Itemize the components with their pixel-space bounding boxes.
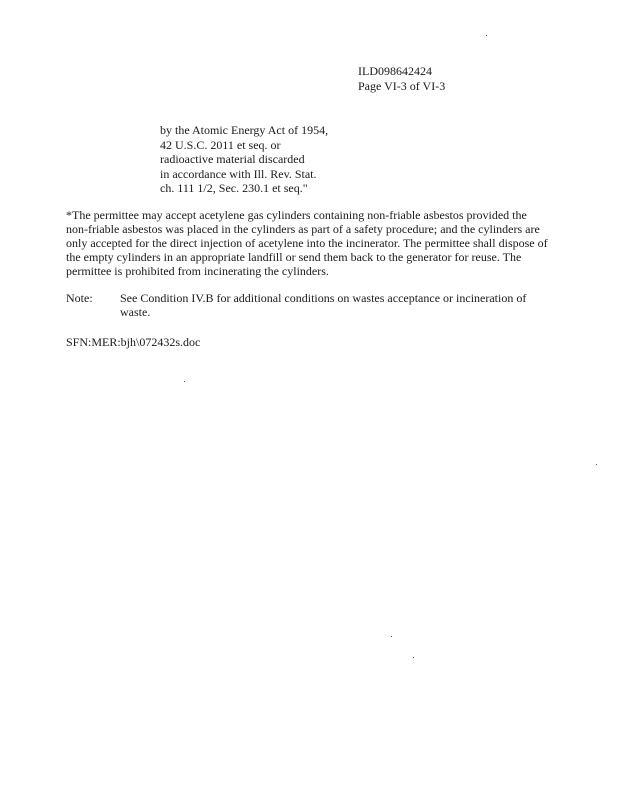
quoted-line: 42 U.S.C. 2011 et seq. or [160,137,281,152]
page-reference: Page VI-3 of VI-3 [358,79,446,93]
quoted-line: in accordance with Ill. Rev. Stat. [160,166,317,181]
quoted-line: by the Atomic Energy Act of 1954, [160,123,329,137]
quoted-definition-block [160,123,328,196]
scan-speck [596,464,597,465]
note-label: Note: [66,291,93,305]
quoted-line: radioactive material discarded [160,152,305,166]
page-header [358,64,445,94]
file-reference: SFN:MER:bjh\072432s.doc [66,335,201,349]
note-text: See Condition IV.B for additional conditions on wastes acceptance or incineration of waste. [120,291,527,319]
facility-id-number: ILD098642424 [358,64,432,78]
scan-speck [413,657,414,658]
asbestos-cylinder-footnote: *The permittee may accept acetylene gas cylinders containing non-friable asbestos provided the non-friable asbestos was placed in the cylinders as part of a safety procedure; and the cylinders are only accepted for the direct injection of acetylene into the incinerator. The permittee shall dispose of the empty cylinders in an appropriate landfill or send them back to the generator for reuse. The permittee is prohibited from incinerating the cylinders. [66,208,548,278]
scan-speck [184,381,185,382]
scan-speck [486,35,487,36]
quoted-line: ch. 111 1/2, Sec. 230.1 et seq." [160,181,308,195]
scan-speck [391,636,392,637]
